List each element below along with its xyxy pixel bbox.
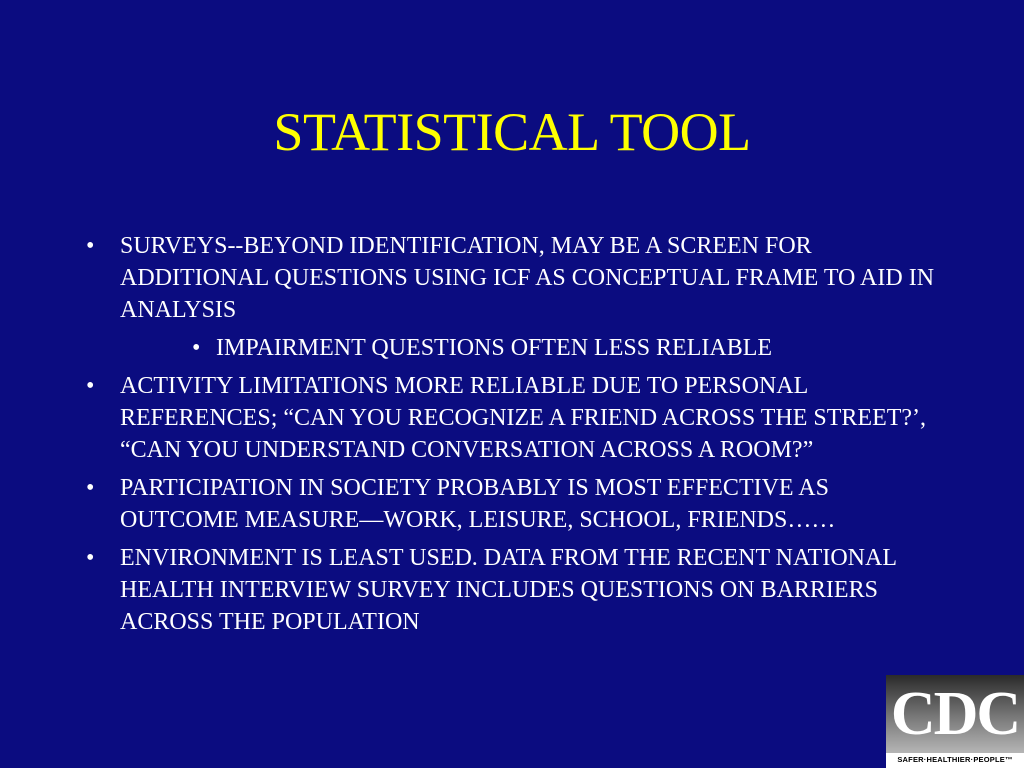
cdc-logo [886,675,1024,768]
bullet-dot: • [86,475,95,501]
logo-letters: CDC [890,680,1020,748]
bullet-item [80,542,950,638]
bullet-text: ACTIVITY LIMITATIONS MORE RELIABLE DUE TO PERSONAL REFERENCES; “CAN YOU RECOGNIZE A FRIEND ACROSS THE STREET?’, “CAN YOU UNDERSTAND CONVERSATION ACROSS A ROOM?” [120,373,927,463]
logo-tagline: SAFER·HEALTHIER·PEOPLE™ [897,755,1013,764]
bullet-text: SURVEYS--BEYOND IDENTIFICATION, MAY BE A SCREEN FOR ADDITIONAL QUESTIONS USING ICF AS CONCEPTUAL FRAME TO AID IN ANALYSIS [120,233,935,323]
bullet-text: ENVIRONMENT IS LEAST USED. DATA FROM THE RECENT NATIONAL HEALTH INTERVIEW SURVEY INCLUDES QUESTIONS ON BARRIERS ACROSS THE POPULATION [120,545,897,635]
slide-title: STATISTICAL TOOL [273,102,751,162]
bullet-item [80,472,950,536]
bullet-list [80,230,950,644]
sub-bullet-item [80,332,950,364]
bullet-dot: • [86,233,95,259]
bullet-item [80,230,950,326]
bullet-item [80,370,950,466]
bullet-dot: • [192,335,201,361]
bullet-text: PARTICIPATION IN SOCIETY PROBABLY IS MOST EFFECTIVE AS OUTCOME MEASURE—WORK, LEISURE, SCHOOL, FRIENDS…… [120,475,836,533]
bullet-dot: • [86,545,95,571]
bullet-text: IMPAIRMENT QUESTIONS OFTEN LESS RELIABLE [216,335,773,361]
bullet-dot: • [86,373,95,399]
